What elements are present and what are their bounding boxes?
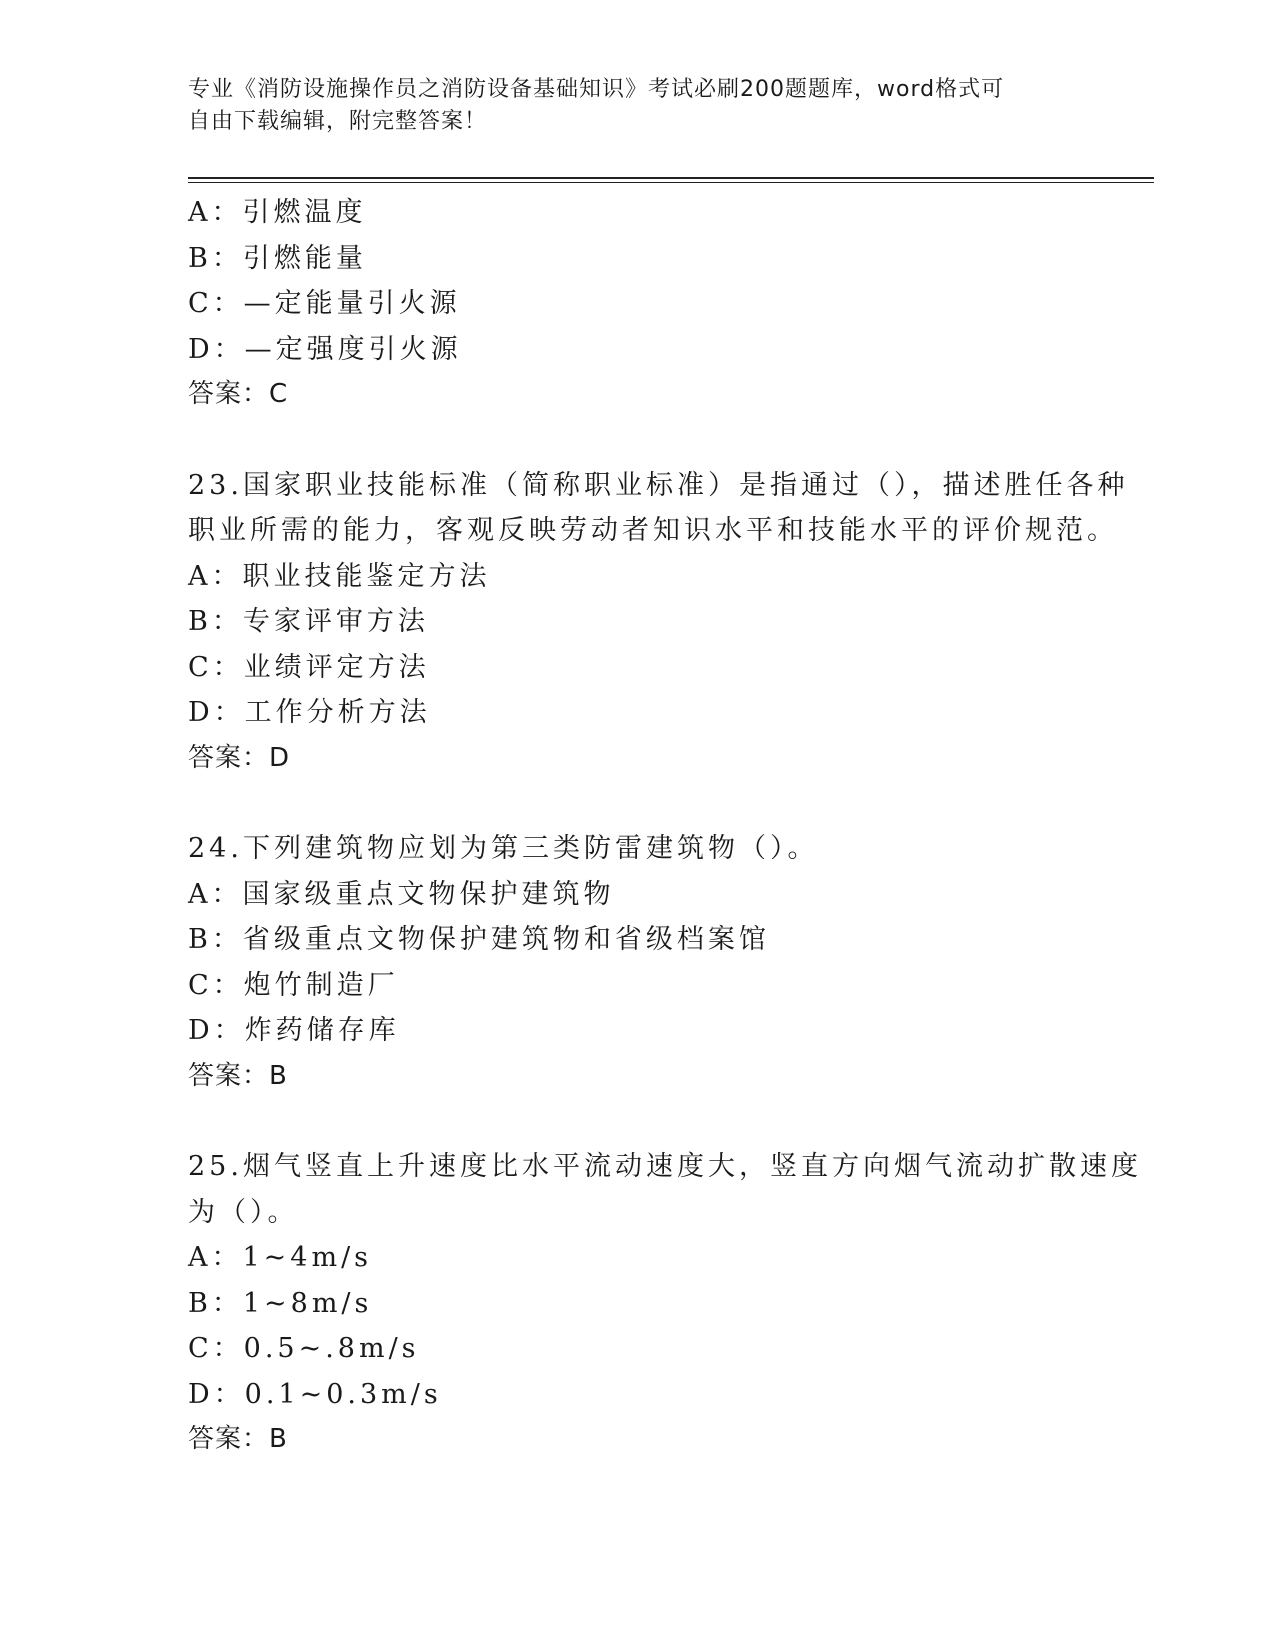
question-25 <box>188 1144 1142 1463</box>
stem-line-1: 23.国家职业技能标准（简称职业标准）是指通过（），描述胜任各种 <box>188 469 1129 501</box>
header-divider <box>188 177 1154 183</box>
option-a: A：国家级重点文物保护建筑物 <box>188 878 615 910</box>
option-d: D：—定强度引火源 <box>188 333 462 365</box>
answer: 答案：B <box>188 1060 288 1091</box>
option-c: C：炮竹制造厂 <box>188 969 399 1001</box>
answer: 答案：D <box>188 742 291 773</box>
stem-line-1: 25.烟气竖直上升速度比水平流动速度大，竖直方向烟气流动扩散速度 <box>188 1151 1142 1182</box>
option-c: C：业绩评定方法 <box>188 651 430 683</box>
header-line-1: 专业《消防设施操作员之消防设备基础知识》考试必刷200题题库，word格式可 <box>188 77 1005 102</box>
answer: 答案：B <box>188 1424 288 1454</box>
question-stem <box>188 1144 1142 1235</box>
question-stem <box>188 463 1129 554</box>
option-d: D：0.1~0.3m/s <box>188 1378 442 1410</box>
option-b: B：1~8m/s <box>188 1287 373 1319</box>
answer: 答案：C <box>188 379 289 409</box>
document-header <box>188 74 1068 138</box>
header-line-2: 自由下载编辑，附完整答案！ <box>188 109 488 134</box>
option-b: B：引燃能量 <box>188 242 367 274</box>
stem-line-1: 24.下列建筑物应划为第三类防雷建筑物（）。 <box>188 833 819 864</box>
option-c: C：—定能量引火源 <box>188 288 461 319</box>
question-list <box>188 190 1142 1463</box>
option-d: D：工作分析方法 <box>188 697 431 728</box>
stem-line-2: 为（）。 <box>188 1196 299 1228</box>
question-24 <box>188 826 1088 1099</box>
option-b: B：专家评审方法 <box>188 606 429 637</box>
option-c: C：0.5~.8m/s <box>188 1333 420 1364</box>
question-22 <box>188 190 1088 418</box>
option-b: B：省级重点文物保护建筑物和省级档案馆 <box>188 924 770 955</box>
question-stem <box>188 826 1088 872</box>
option-a: A：职业技能鉴定方法 <box>188 560 491 592</box>
option-d: D：炸药储存库 <box>188 1015 400 1046</box>
question-23 <box>188 463 1129 782</box>
option-a: A：1~4m/s <box>188 1242 373 1273</box>
stem-line-2: 职业所需的能力，客观反映劳动者知识水平和技能水平的评价规范。 <box>188 515 1118 546</box>
option-a: A：引燃温度 <box>188 197 367 228</box>
